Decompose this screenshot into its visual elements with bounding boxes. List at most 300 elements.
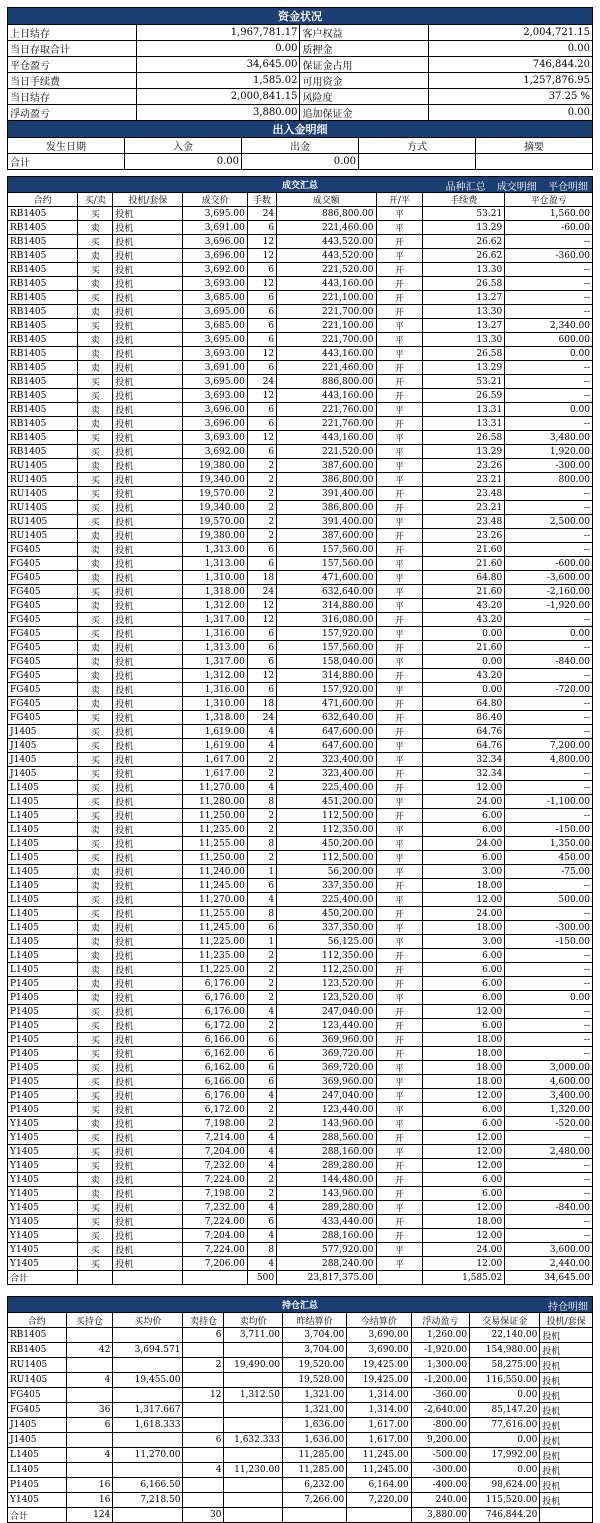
trade-cell: 6 — [247, 641, 276, 655]
position-cell: 19,520.00 — [282, 1358, 346, 1373]
trade-cell: 18.00 — [423, 879, 505, 893]
position-cell: 3,880.00 — [411, 1508, 470, 1523]
position-cell — [113, 1388, 183, 1403]
table-row — [8, 291, 593, 305]
trade-cell: 投机 — [113, 669, 183, 683]
trade-cell: 289,280.00 — [277, 1159, 376, 1173]
trade-cell: 卖 — [78, 669, 113, 683]
trade-cell: 1,317.00 — [183, 655, 247, 669]
trade-cell: -- — [505, 1019, 593, 1033]
trade-cell: 443,160.00 — [277, 347, 376, 361]
trade-cell: 6 — [247, 361, 276, 375]
trade-cell: 6 — [247, 305, 276, 319]
link-position-detail[interactable]: 持仓明细 — [548, 1302, 588, 1313]
summary-value: 746,844.20 — [429, 57, 593, 73]
trade-cell: 6,176.00 — [183, 1089, 247, 1103]
trade-cell: 买 — [78, 1201, 113, 1215]
trade-cell: P1405 — [8, 977, 78, 991]
table-row — [8, 753, 593, 767]
trade-cell: 开 — [376, 291, 423, 305]
trade-cell: -- — [505, 809, 593, 823]
summary-label: 浮动盈亏 — [8, 105, 137, 121]
trade-cell: 12 — [247, 277, 276, 291]
position-cell: 3,690.00 — [347, 1328, 411, 1343]
trade-cell: 开 — [376, 697, 423, 711]
table-row — [8, 1019, 593, 1033]
position-cell: 4 — [66, 1373, 113, 1388]
trade-cell: 19,380.00 — [183, 529, 247, 543]
trade-cell: 开 — [376, 781, 423, 795]
table-row — [8, 795, 593, 809]
trade-cell: 投机 — [113, 263, 183, 277]
table-row — [8, 1061, 593, 1075]
trade-cell: 开 — [376, 1173, 423, 1187]
position-cell: 746,844.20 — [470, 1508, 540, 1523]
trade-cell: 13.29 — [423, 361, 505, 375]
trade-cell: 投机 — [113, 403, 183, 417]
trade-cell: 投机 — [113, 977, 183, 991]
trade-cell: -720.00 — [505, 683, 593, 697]
position-cell: 77,616.00 — [470, 1418, 540, 1433]
trade-cell: 卖 — [78, 683, 113, 697]
trade-cell: 1,619.00 — [183, 739, 247, 753]
trade-cell: 7,224.00 — [183, 1215, 247, 1229]
trade-cell: 3,693.00 — [183, 389, 247, 403]
position-cell — [224, 1418, 283, 1433]
position-cell: 1,618.333 — [113, 1418, 183, 1433]
summary-row — [8, 57, 593, 73]
trade-cell: 4,600.00 — [505, 1075, 593, 1089]
trade-cell: 投机 — [113, 529, 183, 543]
summary-label: 保证金占用 — [300, 57, 429, 73]
trade-cell: 开 — [376, 641, 423, 655]
trade-cell: -- — [505, 767, 593, 781]
table-row — [8, 1145, 593, 1159]
position-cell: 2 — [183, 1358, 224, 1373]
position-cell: P1405 — [8, 1478, 67, 1493]
trade-cell: FG405 — [8, 627, 78, 641]
trade-cell: 卖 — [78, 361, 113, 375]
trade-cell: 2 — [247, 459, 276, 473]
trade-cell: 1,318.00 — [183, 711, 247, 725]
trade-cell: 1,617.00 — [183, 753, 247, 767]
trade-cell: 289,280.00 — [277, 1201, 376, 1215]
position-cell — [224, 1403, 283, 1418]
trade-cell: 221,760.00 — [277, 403, 376, 417]
table-row — [8, 417, 593, 431]
trade-cell: 投机 — [113, 487, 183, 501]
trade-cell: 3,000.00 — [505, 1061, 593, 1075]
positions-table — [7, 1296, 593, 1523]
trade-cell: 157,920.00 — [277, 627, 376, 641]
trade-cell: 3,685.00 — [183, 319, 247, 333]
trade-cell: 买 — [78, 1257, 113, 1271]
trade-cell: 64.80 — [423, 571, 505, 585]
trade-cell: 投机 — [113, 333, 183, 347]
position-cell — [183, 1478, 224, 1493]
trade-cell: 3.00 — [423, 865, 505, 879]
position-cell: 19,520.00 — [282, 1373, 346, 1388]
trade-cell: 平 — [376, 851, 423, 865]
trade-cell: 平 — [376, 515, 423, 529]
table-row — [8, 305, 593, 319]
trade-cell: 买 — [78, 1229, 113, 1243]
trade-cell: 2,440.00 — [505, 1257, 593, 1271]
position-cell — [224, 1478, 283, 1493]
positions-title-bar — [8, 1297, 593, 1313]
trade-cell: 投机 — [113, 949, 183, 963]
positions-section — [7, 1296, 593, 1523]
position-cell: 115,520.00 — [470, 1493, 540, 1508]
trade-cell: Y1405 — [8, 1145, 78, 1159]
trade-cell: -- — [505, 1215, 593, 1229]
trade-cell: 投机 — [113, 1159, 183, 1173]
trade-cell: 11,255.00 — [183, 907, 247, 921]
trade-cell: P1405 — [8, 1019, 78, 1033]
trade-cell: RU1405 — [8, 473, 78, 487]
position-cell: 3,694.571 — [113, 1343, 183, 1358]
position-cell: 1,632.333 — [224, 1433, 283, 1448]
trade-cell: 投机 — [113, 1173, 183, 1187]
trade-cell: 19,340.00 — [183, 473, 247, 487]
position-cell: 11,230.00 — [224, 1463, 283, 1478]
trade-cell: 11,235.00 — [183, 823, 247, 837]
trade-cell: 8 — [247, 837, 276, 851]
trade-cell: 123,520.00 — [277, 991, 376, 1005]
column-header: 浮动盈亏 — [411, 1313, 470, 1328]
table-row — [8, 1117, 593, 1131]
trade-cell: P1405 — [8, 1061, 78, 1075]
trade-cell: -1,920.00 — [505, 599, 593, 613]
trade-cell: 卖 — [78, 949, 113, 963]
table-row — [8, 921, 593, 935]
trade-cell: 4 — [247, 739, 276, 753]
trade-cell: 6 — [247, 627, 276, 641]
trade-cell: Y1405 — [8, 1229, 78, 1243]
column-header: 手续费 — [423, 193, 505, 207]
trade-cell: 平 — [376, 823, 423, 837]
trade-cell: 卖 — [78, 403, 113, 417]
trades-title-bar — [8, 177, 593, 193]
trade-cell: 投机 — [113, 431, 183, 445]
trade-cell: RB1405 — [8, 305, 78, 319]
trade-cell: 买 — [78, 809, 113, 823]
trade-cell: 买 — [78, 1047, 113, 1061]
trade-cell: 开 — [376, 1215, 423, 1229]
trade-cell: 24.00 — [423, 837, 505, 851]
column-header: 入金 — [125, 138, 242, 154]
trade-cell: 3,693.00 — [183, 431, 247, 445]
trade-cell: 26.58 — [423, 431, 505, 445]
trade-cell: 1,318.00 — [183, 585, 247, 599]
trade-cell: 53.21 — [423, 375, 505, 389]
trade-cell: 买 — [78, 613, 113, 627]
trade-cell: 288,560.00 — [277, 1131, 376, 1145]
position-cell: 1,636.00 — [282, 1433, 346, 1448]
column-header: 合约 — [8, 193, 78, 207]
trade-cell: 卖 — [78, 347, 113, 361]
table-row — [8, 865, 593, 879]
trade-cell: 2 — [247, 529, 276, 543]
trade-cell: 投机 — [113, 711, 183, 725]
trade-cell: 24.00 — [423, 907, 505, 921]
trade-cell: 471,600.00 — [277, 697, 376, 711]
trade-cell: 13.31 — [423, 417, 505, 431]
trade-cell: 6,176.00 — [183, 977, 247, 991]
position-cell: -1,920.00 — [411, 1343, 470, 1358]
trade-cell: 4 — [247, 1131, 276, 1145]
position-cell — [66, 1388, 113, 1403]
trade-cell: 买 — [78, 1145, 113, 1159]
trade-cell: 18.00 — [423, 921, 505, 935]
trade-cell: 112,500.00 — [277, 809, 376, 823]
trade-cell: 平 — [376, 1061, 423, 1075]
table-row — [8, 403, 593, 417]
trade-cell — [113, 1271, 183, 1285]
cashflow-total-cell — [476, 154, 593, 170]
trade-cell: L1405 — [8, 781, 78, 795]
position-cell: J1405 — [8, 1433, 67, 1448]
trade-cell: 6.00 — [423, 977, 505, 991]
table-row — [8, 1075, 593, 1089]
trade-cell: 买 — [78, 1075, 113, 1089]
trade-cell: 4,800.00 — [505, 753, 593, 767]
trade-cell: L1405 — [8, 851, 78, 865]
trade-cell: Y1405 — [8, 1201, 78, 1215]
trade-cell: 2 — [247, 977, 276, 991]
link-close-detail[interactable]: 平仓明细 — [548, 182, 588, 193]
table-row — [8, 739, 593, 753]
trade-cell: 投机 — [113, 459, 183, 473]
trade-cell: RB1405 — [8, 249, 78, 263]
trade-cell: 卖 — [78, 529, 113, 543]
trade-cell: 开 — [376, 949, 423, 963]
trade-cell: 157,560.00 — [277, 543, 376, 557]
trade-cell: 开 — [376, 1131, 423, 1145]
trade-cell: 500 — [247, 1271, 276, 1285]
table-row — [8, 235, 593, 249]
trade-cell: 6 — [247, 403, 276, 417]
table-row — [8, 389, 593, 403]
trade-cell: 投机 — [113, 627, 183, 641]
trade-cell: 26.62 — [423, 249, 505, 263]
trade-cell: RB1405 — [8, 389, 78, 403]
trade-cell: 开 — [376, 543, 423, 557]
trade-cell: 投机 — [113, 291, 183, 305]
trade-cell: 3.00 — [423, 935, 505, 949]
trade-cell: 买 — [78, 235, 113, 249]
trade-cell: 开 — [376, 613, 423, 627]
trade-cell: 1,313.00 — [183, 543, 247, 557]
trade-cell: 卖 — [78, 221, 113, 235]
column-header: 开/平 — [376, 193, 423, 207]
trade-cell: 11,250.00 — [183, 809, 247, 823]
trade-cell: L1405 — [8, 963, 78, 977]
trade-cell: -- — [505, 487, 593, 501]
trade-cell: 7,214.00 — [183, 1131, 247, 1145]
trade-cell: 投机 — [113, 249, 183, 263]
position-cell: 19,425.00 — [347, 1358, 411, 1373]
position-cell: 投机 — [540, 1433, 593, 1448]
trade-cell: 卖 — [78, 823, 113, 837]
trade-cell: 买 — [78, 1019, 113, 1033]
trade-cell: 19,570.00 — [183, 515, 247, 529]
trade-cell: 6 — [247, 291, 276, 305]
trade-cell: L1405 — [8, 879, 78, 893]
trade-cell: RU1405 — [8, 501, 78, 515]
trade-cell: 开 — [376, 361, 423, 375]
position-cell — [66, 1463, 113, 1478]
position-cell: RB1405 — [8, 1328, 67, 1343]
trade-cell: RB1405 — [8, 375, 78, 389]
position-cell: 6 — [66, 1418, 113, 1433]
trade-cell: FG405 — [8, 697, 78, 711]
table-row — [8, 1173, 593, 1187]
trade-cell: 开 — [376, 711, 423, 725]
position-cell: 1,312.50 — [224, 1388, 283, 1403]
trade-cell: 3,696.00 — [183, 235, 247, 249]
trade-cell: FG405 — [8, 641, 78, 655]
trade-cell: 买 — [78, 1159, 113, 1173]
summary-label: 可用资金 — [300, 73, 429, 89]
position-cell: 30 — [183, 1508, 224, 1523]
trade-cell: 开 — [376, 277, 423, 291]
trade-cell: 11,250.00 — [183, 851, 247, 865]
trade-cell: 平 — [376, 221, 423, 235]
trade-cell: 0.00 — [423, 683, 505, 697]
link-product-summary[interactable]: 品种汇总 — [445, 182, 486, 193]
summary-value: 37.25 % — [429, 89, 593, 105]
summary-value: 2,004,721.15 — [429, 25, 593, 41]
trade-cell: 投机 — [113, 1033, 183, 1047]
trade-cell: 450.00 — [505, 851, 593, 865]
trade-cell: 6,162.00 — [183, 1047, 247, 1061]
trade-cell: 卖 — [78, 879, 113, 893]
table-row — [8, 1131, 593, 1145]
trade-cell: 19,570.00 — [183, 487, 247, 501]
table-row — [8, 263, 593, 277]
position-cell: 98,624.00 — [470, 1478, 540, 1493]
trade-cell: 投机 — [113, 697, 183, 711]
trade-cell: 7,224.00 — [183, 1243, 247, 1257]
trade-cell: 800.00 — [505, 473, 593, 487]
position-cell: 11,245.00 — [347, 1448, 411, 1463]
trade-cell: 投机 — [113, 1075, 183, 1089]
summary-value: 34,645.00 — [136, 57, 300, 73]
summary-row — [8, 25, 593, 41]
column-header: 出金 — [242, 138, 359, 154]
trade-cell: 6.00 — [423, 823, 505, 837]
trade-cell: -- — [505, 1173, 593, 1187]
column-header: 昨结算价 — [282, 1313, 346, 1328]
trade-cell: P1405 — [8, 1033, 78, 1047]
column-header: 买/卖 — [78, 193, 113, 207]
table-row — [8, 599, 593, 613]
table-row — [8, 949, 593, 963]
trade-cell: RB1405 — [8, 277, 78, 291]
trade-cell: 1,560.00 — [505, 207, 593, 221]
trade-cell: 12.00 — [423, 1145, 505, 1159]
trade-cell: 12 — [247, 669, 276, 683]
table-row — [8, 1358, 593, 1373]
table-row — [8, 641, 593, 655]
column-header: 买持仓 — [66, 1313, 113, 1328]
trade-cell: 投机 — [113, 585, 183, 599]
trade-cell: 6.00 — [423, 949, 505, 963]
trade-cell: 6,166.00 — [183, 1075, 247, 1089]
position-cell — [224, 1343, 283, 1358]
table-row — [8, 823, 593, 837]
trade-cell: L1405 — [8, 949, 78, 963]
summary-row — [8, 105, 593, 121]
table-row — [8, 1493, 593, 1508]
trade-cell: 32.34 — [423, 753, 505, 767]
summary-row — [8, 73, 593, 89]
position-cell: 58,275.00 — [470, 1358, 540, 1373]
trade-cell: 112,350.00 — [277, 823, 376, 837]
table-row — [8, 1463, 593, 1478]
table-row — [8, 1005, 593, 1019]
trade-cell: 投机 — [113, 1117, 183, 1131]
position-cell: 0.00 — [470, 1433, 540, 1448]
trade-cell: 开 — [376, 1159, 423, 1173]
trade-cell: 337,350.00 — [277, 921, 376, 935]
column-header: 投机/套保 — [540, 1313, 593, 1328]
trade-cell: 21.60 — [423, 585, 505, 599]
trade-cell: 2 — [247, 767, 276, 781]
trade-cell: 6 — [247, 655, 276, 669]
trade-cell: 合计 — [8, 1271, 78, 1285]
table-row — [8, 1418, 593, 1433]
trade-cell: FG405 — [8, 543, 78, 557]
trade-cell: 64.80 — [423, 697, 505, 711]
trade-cell: P1405 — [8, 1089, 78, 1103]
trade-cell: FG405 — [8, 683, 78, 697]
position-cell — [224, 1448, 283, 1463]
trade-cell: -- — [505, 907, 593, 921]
trade-cell: FG405 — [8, 585, 78, 599]
trade-cell: 19,380.00 — [183, 459, 247, 473]
trade-cell: 323,400.00 — [277, 767, 376, 781]
positions-links — [540, 1298, 588, 1313]
trade-cell: 391,400.00 — [277, 487, 376, 501]
trade-cell: -- — [505, 263, 593, 277]
trade-cell: 13.27 — [423, 319, 505, 333]
trade-cell: 314,880.00 — [277, 599, 376, 613]
trade-cell: 平 — [376, 431, 423, 445]
trade-cell: J1405 — [8, 753, 78, 767]
column-header: 成交额 — [277, 193, 376, 207]
trade-cell: 开 — [376, 977, 423, 991]
table-row — [8, 837, 593, 851]
trade-cell: 387,600.00 — [277, 529, 376, 543]
trade-cell: -- — [505, 543, 593, 557]
table-row — [8, 459, 593, 473]
trade-cell: 投机 — [113, 473, 183, 487]
trade-cell: 1,310.00 — [183, 571, 247, 585]
link-trade-detail[interactable]: 成交明细 — [496, 182, 537, 193]
trade-cell: 平 — [376, 1075, 423, 1089]
account-summary-table — [7, 7, 593, 121]
trade-cell: 13.29 — [423, 221, 505, 235]
trade-cell: 12 — [247, 389, 276, 403]
trade-cell: 443,160.00 — [277, 431, 376, 445]
trade-cell: 卖 — [78, 1173, 113, 1187]
trade-cell: 11,235.00 — [183, 949, 247, 963]
trade-cell: RU1405 — [8, 459, 78, 473]
trade-cell: 221,100.00 — [277, 319, 376, 333]
trade-cell: 323,400.00 — [277, 753, 376, 767]
